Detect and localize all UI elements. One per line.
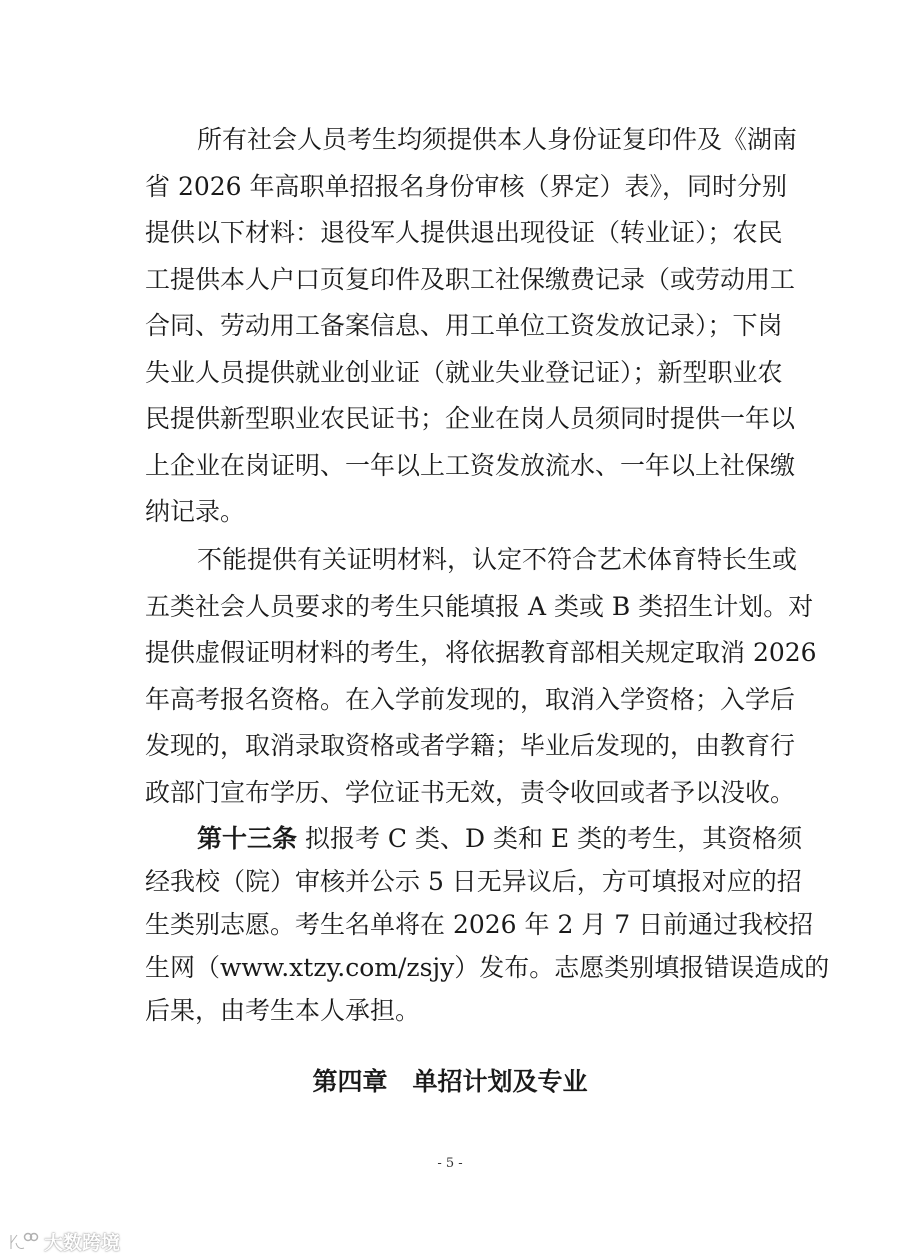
text-line: 年高考报名资格。在入学前发现的，取消入学资格；入学后 bbox=[145, 684, 796, 714]
text-line: 所有社会人员考生均须提供本人身份证复印件及《湖南 bbox=[197, 125, 798, 154]
text-line: 生网（www.xtzy.com/zsjy）发布。志愿类别填报错误造成的 bbox=[145, 953, 830, 982]
chapter-heading: 第四章 单招计划及专业 bbox=[312, 1067, 588, 1096]
text-line: 后果，由考生本人承担。 bbox=[145, 996, 421, 1025]
text-line: 生类别志愿。考生名单将在 2026 年 2 月 7 日前通过我校招 bbox=[145, 910, 814, 939]
text-line: 不能提供有关证明材料，认定不符合艺术体育特长生或 bbox=[197, 545, 798, 574]
paragraph-false-materials bbox=[145, 537, 817, 816]
text-line: 提供以下材料：退役军人提供退出现役证（转业证）；农民 bbox=[145, 218, 783, 247]
watermark-logo-icon bbox=[8, 1231, 38, 1253]
text-line: 民提供新型职业农民证书；企业在岗人员须同时提供一年以 bbox=[145, 404, 796, 433]
text-line: 合同、劳动用工备案信息、用工单位工资发放记录）；下岗 bbox=[145, 311, 783, 340]
text-line: 工提供本人户口页复印件及职工社保缴费记录（或劳动用工 bbox=[145, 264, 796, 294]
paragraph-materials bbox=[145, 117, 798, 536]
text-line bbox=[145, 817, 803, 860]
text-line: 发现的，取消录取资格或者学籍；毕业后发现的，由教育行 bbox=[145, 731, 796, 760]
watermark bbox=[8, 1228, 120, 1255]
text-line: 省 2026 年高职单招报名身份审核（界定）表》，同时分别 bbox=[145, 171, 788, 201]
text-line: 提供虚假证明材料的考生，将依据教育部相关规定取消 2026 bbox=[145, 638, 817, 667]
text-line: 政部门宣布学历、学位证书无效，责令收回或者予以没收。 bbox=[145, 777, 796, 807]
article-label: 第十三条 bbox=[197, 824, 298, 853]
page-number: - 5 - bbox=[437, 1156, 463, 1171]
text-line-content: 拟报考 C 类、D 类和 E 类的考生，其资格须 bbox=[297, 824, 803, 853]
text-line: 上企业在岗证明、一年以上工资发放流水、一年以上社保缴 bbox=[145, 450, 796, 480]
text-line: 失业人员提供就业创业证（就业失业登记证）；新型职业农 bbox=[145, 357, 783, 387]
text-line: 纳记录。 bbox=[145, 497, 246, 526]
text-line: 经我校（院）审核并公示 5 日无异议后，方可填报对应的招 bbox=[145, 867, 802, 896]
paragraph-article-13 bbox=[145, 817, 830, 1032]
watermark-text: 大数跨境 bbox=[44, 1232, 121, 1254]
text-line: 五类社会人员要求的考生只能填报 A 类或 B 类招生计划。对 bbox=[145, 591, 814, 621]
